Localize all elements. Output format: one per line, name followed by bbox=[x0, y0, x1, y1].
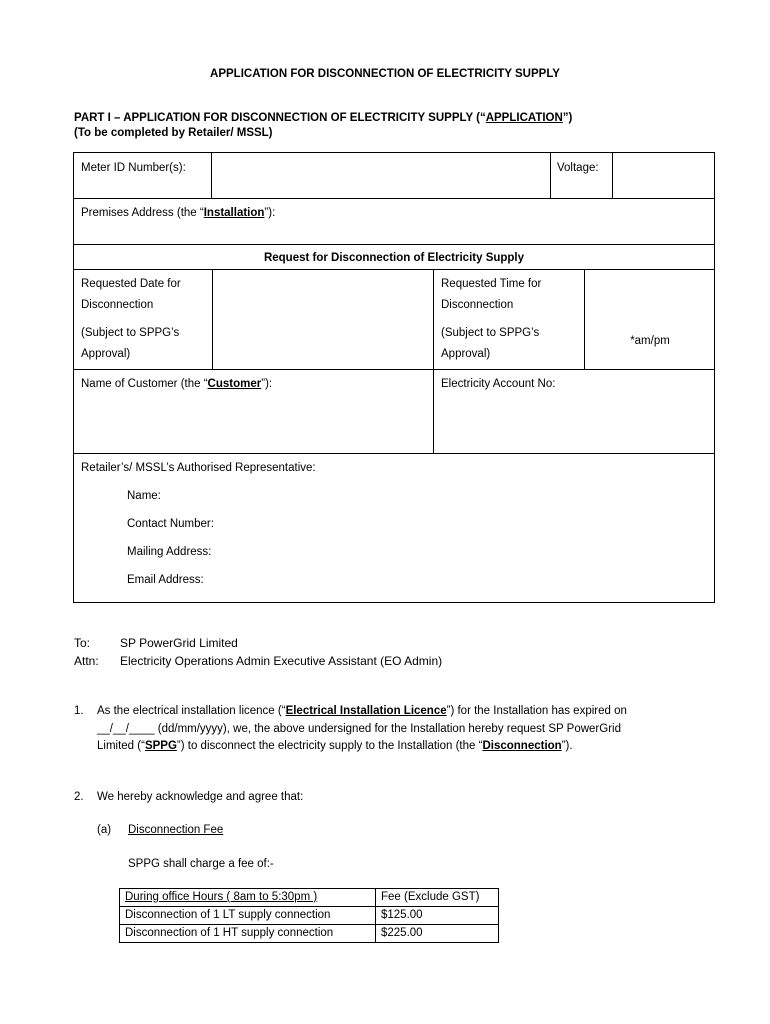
part-subtitle: (To be completed by Retailer/ MSSL) bbox=[74, 127, 273, 139]
clause-1-part: ”). bbox=[561, 740, 573, 752]
rep-name-label[interactable]: Name: bbox=[127, 490, 161, 502]
clause-1-number: 1. bbox=[74, 705, 84, 717]
clause-2-number: 2. bbox=[74, 791, 84, 803]
fee-intro: SPPG shall charge a fee of:- bbox=[128, 858, 274, 870]
requested-time-label bbox=[441, 274, 541, 365]
form-rule bbox=[74, 198, 714, 199]
requested-date-line: Requested Date for bbox=[81, 278, 181, 290]
requested-date-label bbox=[81, 274, 181, 365]
representative-label: Retailer’s/ MSSL’s Authorised Representative: bbox=[81, 462, 316, 474]
requested-time-field[interactable] bbox=[585, 270, 715, 368]
rep-contact-label[interactable]: Contact Number: bbox=[127, 518, 214, 530]
fee-row-label: Disconnection of 1 LT supply connection bbox=[120, 907, 376, 925]
rep-mailing-label[interactable]: Mailing Address: bbox=[127, 546, 212, 558]
part-heading bbox=[74, 111, 572, 141]
ampm-note: *am/pm bbox=[630, 335, 670, 347]
attn-label: Attn: bbox=[74, 654, 99, 668]
requested-date-line: (Subject to SPPG’s bbox=[81, 327, 180, 339]
requested-time-line: (Subject to SPPG’s bbox=[441, 327, 540, 339]
rep-email-label[interactable]: Email Address: bbox=[127, 574, 204, 586]
requested-time-line: Disconnection bbox=[441, 299, 514, 311]
request-header: Request for Disconnection of Electricity Supply bbox=[263, 252, 525, 264]
form-rule bbox=[74, 369, 714, 370]
part-title bbox=[74, 111, 572, 126]
requested-date-field[interactable] bbox=[214, 270, 432, 368]
clause-2a-title: Disconnection Fee bbox=[128, 824, 224, 836]
customer-prefix: Name of Customer (the “ bbox=[81, 378, 208, 390]
requested-time-line: Requested Time for bbox=[441, 278, 542, 290]
part-title-suffix: ”) bbox=[562, 112, 573, 124]
form-rule bbox=[74, 453, 714, 454]
clause-1-part: ”) for the Installation has expired on bbox=[446, 705, 627, 717]
account-number-label[interactable]: Electricity Account No: bbox=[441, 378, 556, 390]
voltage-label: Voltage: bbox=[557, 162, 599, 174]
form-divider bbox=[212, 269, 213, 369]
fee-row-amount: $125.00 bbox=[376, 907, 499, 925]
meter-id-field[interactable] bbox=[213, 154, 549, 197]
customer-name-label[interactable] bbox=[81, 374, 272, 395]
table-row bbox=[120, 925, 499, 943]
clause-2a-number: (a) bbox=[97, 824, 112, 836]
form-divider bbox=[612, 153, 613, 198]
clause-1-line bbox=[97, 703, 697, 721]
clause-1-line: __/__/____ (dd/mm/yyyy), we, the above undersigned for the Installation hereby request SP PowerGrid bbox=[97, 722, 621, 735]
clause-1-text bbox=[97, 703, 697, 756]
voltage-field[interactable] bbox=[614, 154, 714, 197]
fee-table bbox=[119, 888, 499, 943]
requested-date-line: Approval) bbox=[81, 348, 131, 360]
clause-1-part: Limited (“ bbox=[97, 740, 145, 752]
premises-address-label[interactable] bbox=[81, 203, 275, 224]
fee-header-amount: Fee (Exclude GST) bbox=[376, 889, 499, 907]
to-value: SP PowerGrid Limited bbox=[120, 636, 238, 650]
requested-date-line: Disconnection bbox=[81, 299, 154, 311]
document-title: APPLICATION FOR DISCONNECTION OF ELECTRICITY SUPPLY bbox=[210, 68, 560, 80]
premises-suffix: ”): bbox=[264, 207, 276, 219]
premises-term: Installation bbox=[203, 207, 265, 219]
attn-value: Electricity Operations Admin Executive Assistant (EO Admin) bbox=[120, 654, 443, 668]
part-title-term: APPLICATION bbox=[485, 112, 563, 124]
customer-suffix: ”): bbox=[261, 378, 273, 390]
clause-1-line bbox=[97, 738, 697, 756]
part-title-prefix: PART I – APPLICATION FOR DISCONNECTION OF ELECTRICITY SUPPLY (“ bbox=[74, 112, 486, 124]
fee-row-amount: $225.00 bbox=[376, 925, 499, 943]
clause-1-part: ”) to disconnect the electricity supply to the Installation (the “ bbox=[176, 740, 483, 752]
requested-time-line: Approval) bbox=[441, 348, 491, 360]
table-row bbox=[120, 889, 499, 907]
clause-1-part: As the electrical installation licence (“ bbox=[97, 705, 286, 717]
form-rule bbox=[74, 244, 714, 245]
fee-header-period: During office Hours ( 8am to 5:30pm ) bbox=[120, 889, 376, 907]
meter-id-label: Meter ID Number(s): bbox=[81, 162, 186, 174]
clause-1-term: SPPG bbox=[144, 740, 177, 752]
to-label: To: bbox=[74, 636, 91, 650]
clause-1-term: Disconnection bbox=[482, 740, 562, 752]
form-divider bbox=[211, 153, 212, 198]
form-divider bbox=[550, 153, 551, 198]
clause-2-text: We hereby acknowledge and agree that: bbox=[97, 791, 304, 803]
customer-term: Customer bbox=[207, 378, 262, 390]
form-divider bbox=[433, 269, 434, 453]
application-form bbox=[73, 152, 715, 603]
clause-1-term: Electrical Installation Licence bbox=[285, 705, 447, 717]
premises-prefix: Premises Address (the “ bbox=[81, 207, 204, 219]
fee-row-label: Disconnection of 1 HT supply connection bbox=[120, 925, 376, 943]
table-row bbox=[120, 907, 499, 925]
